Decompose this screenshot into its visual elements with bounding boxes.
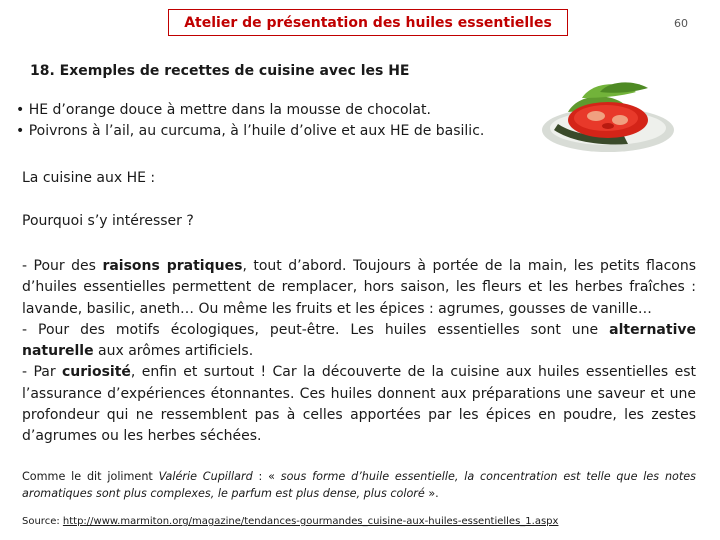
body-text	[22, 256, 696, 448]
text-run: Comme le dit joliment	[22, 470, 159, 483]
slide-title: Atelier de présentation des huiles essentielles	[184, 14, 552, 31]
source-link[interactable]: http://www.marmiton.org/magazine/tendances-gourmandes_cuisine-aux-huiles-essentielles_1.aspx	[62, 516, 559, 527]
text-run: - Par	[22, 364, 62, 381]
subheading-cuisine: La cuisine aux HE :	[22, 170, 156, 186]
quote-text: sous forme d’huile essentielle, la concentration est telle que les notes aromatiques sont plus complexes, le parfum est plus dense, plus coloré	[22, 470, 696, 500]
bullet-item: • HE d’orange douce à mettre dans la mousse de chocolat.	[16, 100, 484, 121]
bullet-item: • Poivrons à l’ail, au curcuma, à l’huile d’olive et aux HE de basilic.	[16, 121, 484, 142]
subheading-why: Pourquoi s’y intéresser ?	[22, 213, 194, 229]
source-label: Source:	[22, 516, 60, 527]
recipe-bullet-list	[16, 100, 484, 142]
text-run: - Pour des motifs écologiques, peut-être. Les huiles essentielles sont une	[22, 321, 610, 338]
text-run: : «	[252, 470, 281, 483]
tomato-basil-dish-photo	[538, 78, 678, 152]
bold-text: curiosité	[61, 364, 131, 381]
text-run: - Pour des	[22, 258, 103, 274]
text-run: ».	[424, 487, 439, 500]
quote-paragraph	[22, 468, 696, 502]
bold-text: raisons pratiques	[102, 258, 243, 274]
bold-text: alternative naturelle	[22, 321, 696, 360]
paragraph-practical	[22, 256, 696, 320]
quote-author: Valérie Cupillard	[158, 470, 253, 483]
text-run: , tout d’abord. Toujours à portée de la main, les petits flacons d’huiles essentielles permettent de remplacer, hors saison, les fleurs et les herbes fraîches : lavande, basilic, aneth… Ou même les fruits et les épices : agrumes, gousses de vanille…	[22, 258, 696, 317]
tomato-basil-dish-icon	[538, 78, 678, 152]
paragraph-ecological	[22, 320, 696, 363]
text-run: aux arômes artificiels.	[93, 343, 254, 360]
paragraph-curiosity	[22, 362, 696, 447]
source-line	[22, 516, 558, 527]
section-heading: 18. Exemples de recettes de cuisine avec les HE	[30, 63, 410, 79]
page-number: 60	[674, 17, 688, 30]
slide-title-box	[168, 9, 568, 36]
text-run: , enfin et surtout ! Car la découverte de la cuisine aux huiles essentielles est l’assurance d’expériences étonnantes. Ces huiles donnent aux préparations une saveur et une profondeur qui ne ressemblent pas à celles apportées par les épices en poudre, les zestes d’agrumes ou les herbes séchées.	[22, 364, 696, 445]
